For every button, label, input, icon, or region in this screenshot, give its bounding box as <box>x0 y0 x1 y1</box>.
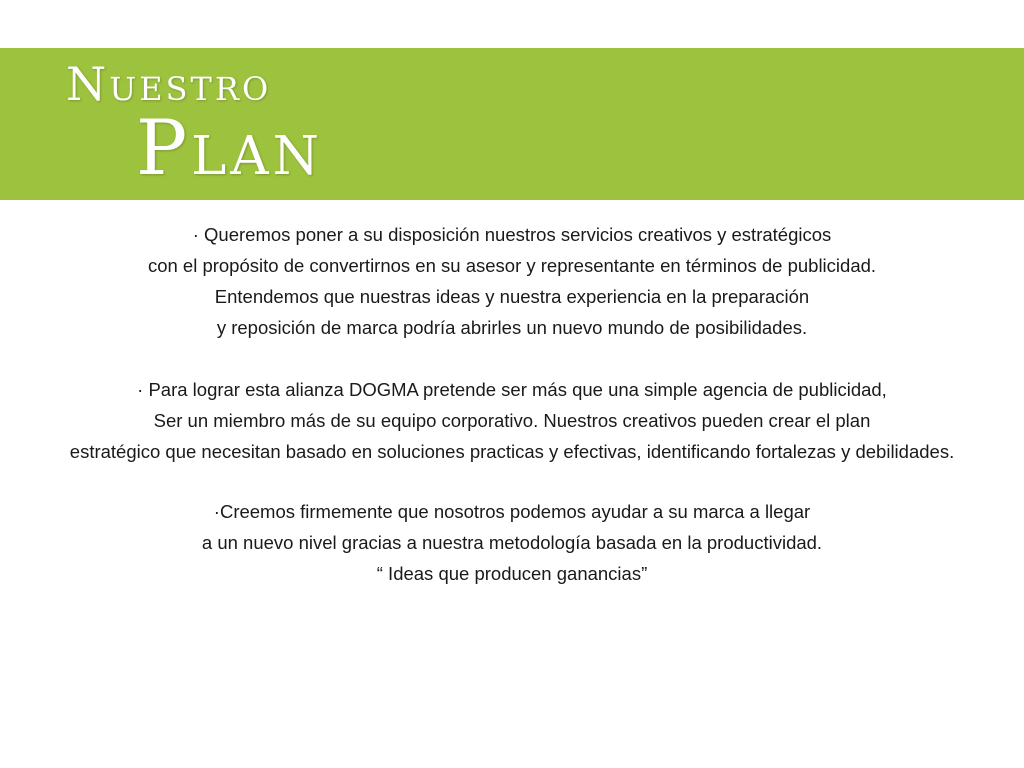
text-line: ·Creemos firmemente que nosotros podemos ayudar a su marca a llegar <box>213 501 811 522</box>
title-word-plan: Plan <box>136 103 323 192</box>
body-text <box>30 219 994 620</box>
text-line: estratégico que necesitan basado en soluciones practicas y efectivas, identificando fortalezas y debilidades. <box>69 441 955 462</box>
text-line: a un nuevo nivel gracias a nuestra metodología basada en la productividad. <box>201 532 823 553</box>
paragraph-alliance <box>30 374 994 465</box>
text-line: Ser un miembro más de su equipo corporativo. Nuestros creativos pueden crear el plan <box>153 410 871 431</box>
title-word-nuestro: Nuestro <box>66 57 272 111</box>
text-line: con el propósito de convertirnos en su asesor y representante en términos de publicidad. <box>147 255 877 276</box>
text-line: · Para lograr esta alianza DOGMA pretende ser más que una simple agencia de publicidad, <box>137 379 887 400</box>
text-line: Entendemos que nuestras ideas y nuestra experiencia en la preparación <box>214 286 810 307</box>
slogan: “ Ideas que producen ganancias” <box>376 563 648 584</box>
title-banner <box>0 48 1024 200</box>
paragraph-methodology <box>30 496 994 589</box>
paragraph-services <box>30 219 994 343</box>
text-line: y reposición de marca podría abrirles un nuevo mundo de posibilidades. <box>216 317 808 338</box>
text-line: · Queremos poner a su disposición nuestros servicios creativos y estratégicos <box>192 224 832 245</box>
